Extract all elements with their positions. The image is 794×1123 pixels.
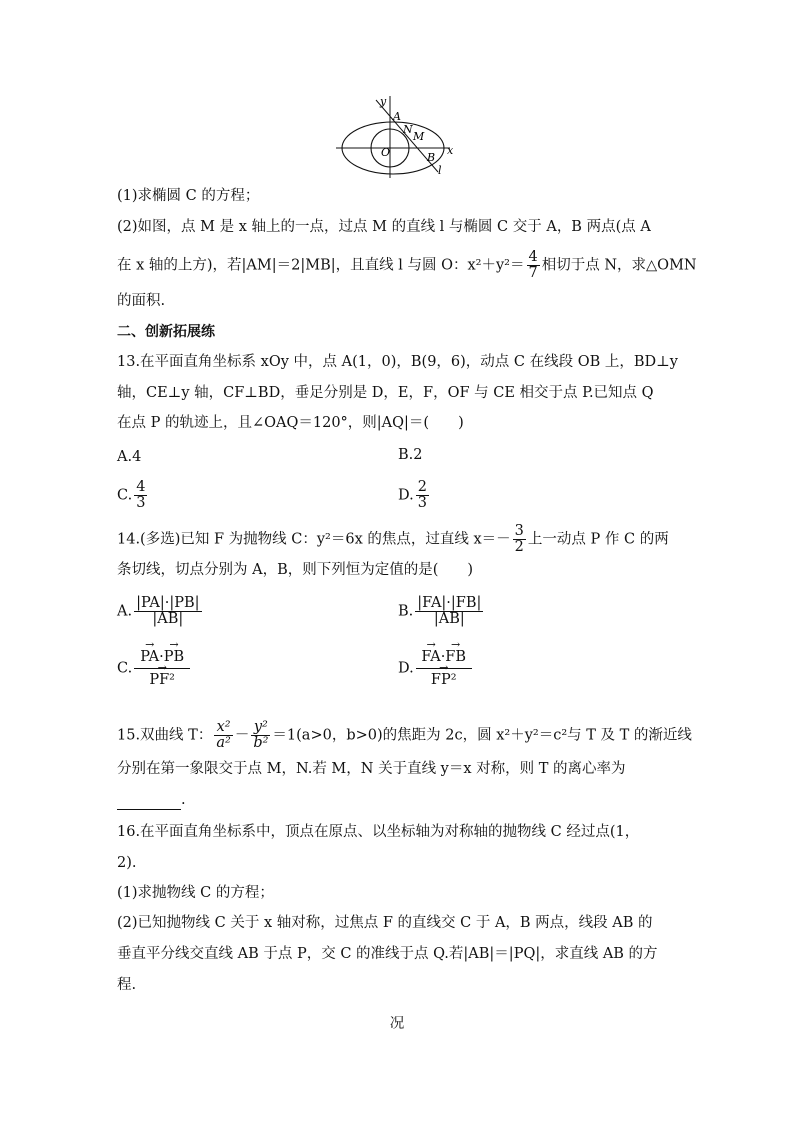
option-label: B. [398,603,414,620]
q13-c-fraction [134,480,147,511]
q12-part2-line1: (2)如图，点 M 是 x 轴上的一点，过点 M 的直线 l 与椭圆 C 交于 A，B 两点(点 A [117,219,651,235]
label-m: M [413,130,425,143]
q14-c-fraction [134,646,190,691]
option-label: C. [117,660,133,677]
q16-part2-line3: 程. [117,977,137,993]
vector-pf-squared: → PF² [149,669,175,691]
q13-option-d [398,480,431,511]
q14-fraction [513,524,526,555]
period: . [181,792,186,808]
vector-fp-squared: → FP² [431,669,457,691]
frac-num: 2 [417,479,427,495]
q12-part2-line3: 的面积. [117,293,166,309]
option-label: A. [117,603,133,620]
frac-num: |FA|·|FB| [417,595,482,611]
frac-den: 3 [417,495,427,511]
q13-option-b: B.2 [398,447,423,463]
q14-option-a [117,596,204,627]
q15-line2: 分别在第一象限交于点 M，N.若 M，N 关于直线 y＝x 对称，则 T 的离心率为 [117,761,626,777]
label-b: B [427,151,436,164]
q13-line3: 在点 P 的轨迹上，且∠OAQ＝120°，则|AQ|＝( ) [117,415,464,431]
minus-sign: － [234,727,250,744]
answer-blank[interactable] [117,795,181,810]
dot: · [159,649,164,665]
frac-num: y² [251,720,270,736]
q15-frac-x [214,720,232,751]
q12-part2-text: 在 x 轴的上方)，若|AM|＝2|MB|，且直线 l 与圆 O：x²＋y²＝ [117,257,525,274]
ellipse-circle-figure [336,92,466,178]
frac-num: 4 [136,479,146,495]
q15-line1 [117,720,692,751]
option-label: D. [398,487,414,504]
option-label: C. [117,487,133,504]
label-o: O [381,146,391,159]
q16-line1: 16.在平面直角坐标系中，顶点在原点、以坐标轴为对称轴的抛物线 C 经过点(1， [117,824,640,840]
q12-part1: (1)求椭圆 C 的方程； [117,188,260,204]
q14-d-fraction [416,646,472,691]
frac-num: 3 [514,523,524,539]
frac-num: |PA|·|PB| [136,595,200,611]
q14-line1 [117,524,669,555]
q14-option-d [398,646,474,691]
frac-den: 7 [528,265,538,281]
q12-part2-line2 [117,250,697,281]
frac-num: 4 [528,249,538,265]
q15-text: 15.双曲线 T： [117,727,213,744]
page-footer: 况 [389,1016,405,1032]
vector-pa: → PA [140,646,159,668]
frac-den: 2 [514,539,524,555]
q16-part2-line2: 垂直平分线交直线 AB 于点 P，交 C 的准线于点 Q.若|AB|＝|PQ|，求直线 AB 的方 [117,946,658,962]
label-n: N [403,123,413,136]
q14-a-fraction [134,596,201,627]
q13-option-a: A.4 [117,449,142,465]
q15-frac-y [251,720,270,751]
q14-option-b [398,596,485,627]
q16-part2-line1: (2)已知抛物线 C 关于 x 轴对称，过焦点 F 的直线交 C 于 A，B 两点，线段 AB 的 [117,915,653,931]
label-y: y [380,95,387,108]
dot: · [440,649,446,665]
q12-fraction [527,250,540,281]
vector-fa: → FA [421,646,440,668]
vector-pb: → PB [164,646,184,668]
option-label: D. [398,660,414,677]
q14-option-c [117,646,192,691]
frac-den: b² [253,735,269,751]
q16-part1: (1)求抛物线 C 的方程； [117,885,274,901]
vector-fb: → FB [445,646,466,668]
q13-line2: 轴，CE⊥y 轴，CF⊥BD，垂足分别是 D，E，F，OF 与 CE 相交于点 P.已知点 Q [117,385,654,401]
q14-b-fraction [415,596,483,627]
frac-den: |AB| [152,611,184,627]
q13-option-c [117,480,149,511]
frac-den: 3 [136,495,146,511]
q13-d-fraction [416,480,429,511]
q14-line2: 条切线，切点分别为 A，B，则下列恒为定值的是( ) [117,562,474,578]
frac-num: x² [214,720,232,736]
label-l: l [438,164,442,177]
q12-part2-tail: 相切于点 N，求△OMN [541,257,697,274]
label-a: A [393,110,401,123]
section-heading: 二、创新拓展练 [117,324,215,340]
q13-line1: 13.在平面直角坐标系 xOy 中，点 A(1，0)，B(9，6)，动点 C 在线段 OB 上，BD⊥y [117,354,678,370]
q14-text-tail: 上一动点 P 作 C 的两 [527,531,669,548]
frac-den: |AB| [433,611,465,627]
frac-den: a² [216,735,231,751]
q16-line2: 2). [117,855,137,871]
label-x: x [447,144,454,157]
q14-text: 14.(多选)已知 F 为抛物线 C：y²＝6x 的焦点，过直线 x＝－ [117,531,511,548]
q15-line3 [117,790,186,810]
q15-text-tail: ＝1(a>0，b>0)的焦距为 2c，圆 x²＋y²＝c²与 T 及 T 的渐近线 [272,727,692,744]
